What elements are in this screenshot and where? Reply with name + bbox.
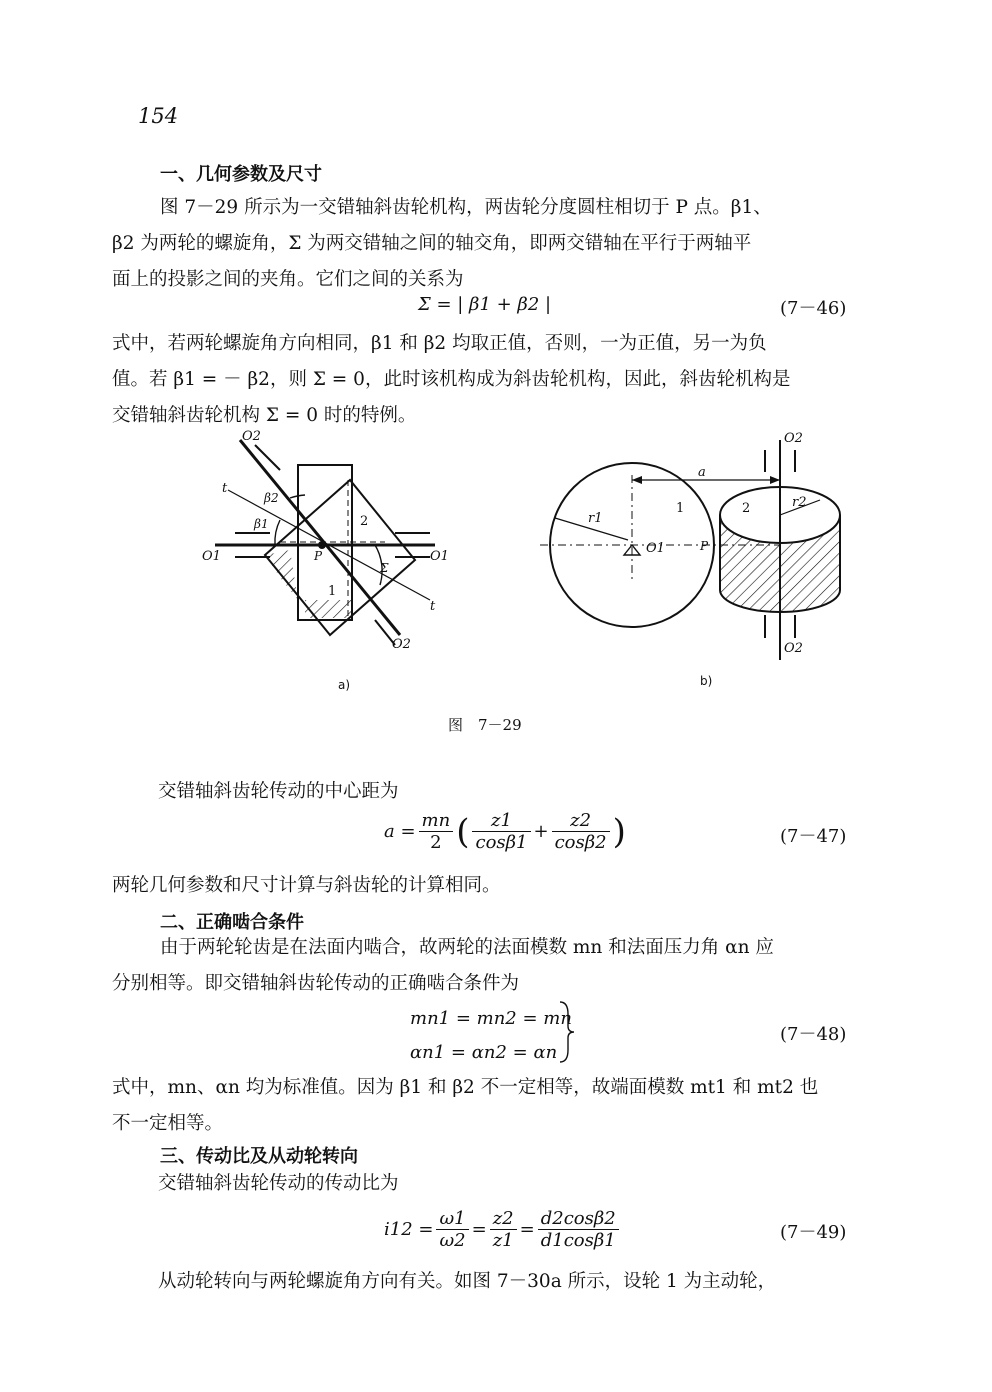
label-gear2-a: 2	[360, 514, 369, 529]
center-distance-intro: 交错轴斜齿轮传动的中心距为	[158, 781, 399, 802]
eq-fraction-d: $\frac{d2\cos\beta 2}{d1\cos\beta 1}$	[538, 1208, 619, 1251]
label-o1-b: O1	[646, 541, 665, 556]
page-number: 154	[138, 104, 179, 128]
equation-number-7-46: (7－46)	[780, 298, 847, 319]
eq-lhs: i12 =	[384, 1219, 434, 1240]
equation-number-7-48: (7－48)	[780, 1024, 847, 1045]
label-beta1: β1	[254, 517, 269, 531]
section-heading-meshing: 二、正确啮合条件	[160, 912, 304, 933]
label-gear1-a: 1	[328, 584, 337, 599]
figure-caption: 图 7－29	[448, 716, 522, 734]
label-t-bottom: t	[430, 599, 436, 614]
text-line: 不一定相等。	[112, 1113, 224, 1134]
section-heading-geometry: 一、几何参数及尺寸	[160, 164, 322, 185]
eq-fraction-omega: $\frac{\omega 1}{\omega 2}$	[436, 1208, 468, 1251]
equation-7-46: Σ = | β1 + β2 |	[418, 294, 552, 315]
eq-fraction-m: $\frac{mn}{2}$	[419, 810, 454, 853]
figure-part-b	[540, 431, 840, 660]
eq-fraction-z2: $\frac{z2}{\cos\beta 2}$	[552, 810, 610, 853]
center-distance-note: 两轮几何参数和尺寸计算与斜齿轮的计算相同。	[112, 875, 501, 896]
text-line: 分别相等。即交错轴斜齿轮传动的正确啮合条件为	[112, 973, 520, 994]
figure-label-a: a)	[338, 678, 351, 692]
eq-fraction-z: $\frac{z2}{z1}$	[490, 1208, 517, 1251]
label-gear2-b: 2	[742, 501, 751, 516]
label-o1-left: O1	[202, 549, 221, 564]
figure-part-a	[202, 429, 449, 652]
equation-number-7-47: (7－47)	[780, 826, 847, 847]
equation-number-7-49: (7－49)	[780, 1222, 847, 1243]
text-line: 式中，若两轮螺旋角方向相同，β1 和 β2 均取正值，否则，一为正值，另一为负	[112, 333, 767, 354]
label-gear1-b: 1	[676, 501, 685, 516]
text-line: 由于两轮轮齿是在法面内啮合，故两轮的法面模数 mn 和法面压力角 αn 应	[160, 937, 774, 958]
text-line: 图 7－29 所示为一交错轴斜齿轮机构，两齿轮分度圆柱相切于 P 点。β1、	[160, 197, 772, 218]
figure-7-29	[180, 420, 860, 700]
label-r1: r1	[588, 511, 603, 526]
figure-label-b: b)	[700, 674, 713, 688]
text-line: β2 为两轮的螺旋角，Σ 为两交错轴之间的轴交角，即两交错轴在平行于两轴平	[112, 233, 752, 254]
label-o2-bottom-b: O2	[784, 641, 803, 656]
label-o2-bottom: O2	[392, 637, 411, 652]
eq-fraction-z1: $\frac{z1}{\cos\beta 1}$	[472, 810, 530, 853]
equation-7-48-row2: αn1 = αn2 = αn	[410, 1042, 558, 1063]
text-line: 面上的投影之间的夹角。它们之间的关系为	[112, 269, 464, 290]
label-o1-right: O1	[430, 549, 449, 564]
label-r2: r2	[792, 495, 807, 510]
paragraph-geometry-cont	[112, 326, 790, 434]
label-t-top: t	[222, 481, 228, 496]
label-a-b: a	[698, 465, 706, 480]
label-beta2: β2	[264, 491, 279, 505]
ratio-intro: 交错轴斜齿轮传动的传动比为	[158, 1173, 399, 1194]
equation-brace	[556, 1000, 576, 1064]
label-o2-top: O2	[242, 429, 261, 444]
paragraph-meshing	[112, 930, 774, 1002]
label-p-a: P	[314, 549, 323, 563]
equation-7-48-row1: mn1 = mn2 = mn	[410, 1008, 572, 1029]
paragraph-meshing-cont	[112, 1070, 818, 1142]
text-line: 交错轴斜齿轮机构 Σ = 0 时的特例。	[112, 405, 417, 426]
label-p-b: P	[700, 539, 709, 553]
text-line: 式中，mn、αn 均为标准值。因为 β1 和 β2 不一定相等，故端面模数 mt1 和 mt2 也	[112, 1077, 819, 1098]
label-o2-top-b: O2	[784, 431, 803, 446]
eq-lhs: a =	[384, 821, 416, 842]
label-sigma: Σ	[380, 561, 389, 575]
equation-7-47: a = $\frac{mn}{2}$ ( $\frac{z1}{\cos\beta 1}$ + $\frac{z2}{\cos\beta 2}$ )	[384, 810, 626, 853]
ratio-direction-line: 从动轮转向与两轮螺旋角方向有关。如图 7－30a 所示，设轮 1 为主动轮，	[158, 1271, 777, 1292]
paragraph-geometry	[112, 190, 772, 298]
section-heading-ratio: 三、传动比及从动轮转向	[160, 1146, 358, 1167]
equation-7-49: i12 = $\frac{\omega 1}{\omega 2}$ = $\frac{z2}{z1}$ = $\frac{d2\cos\beta 2}{d1\cos\beta 1}$	[384, 1208, 622, 1251]
text-line: 值。若 β1 = － β2，则 Σ = 0，此时该机构成为斜齿轮机构，因此，斜齿轮机构是	[112, 369, 791, 390]
